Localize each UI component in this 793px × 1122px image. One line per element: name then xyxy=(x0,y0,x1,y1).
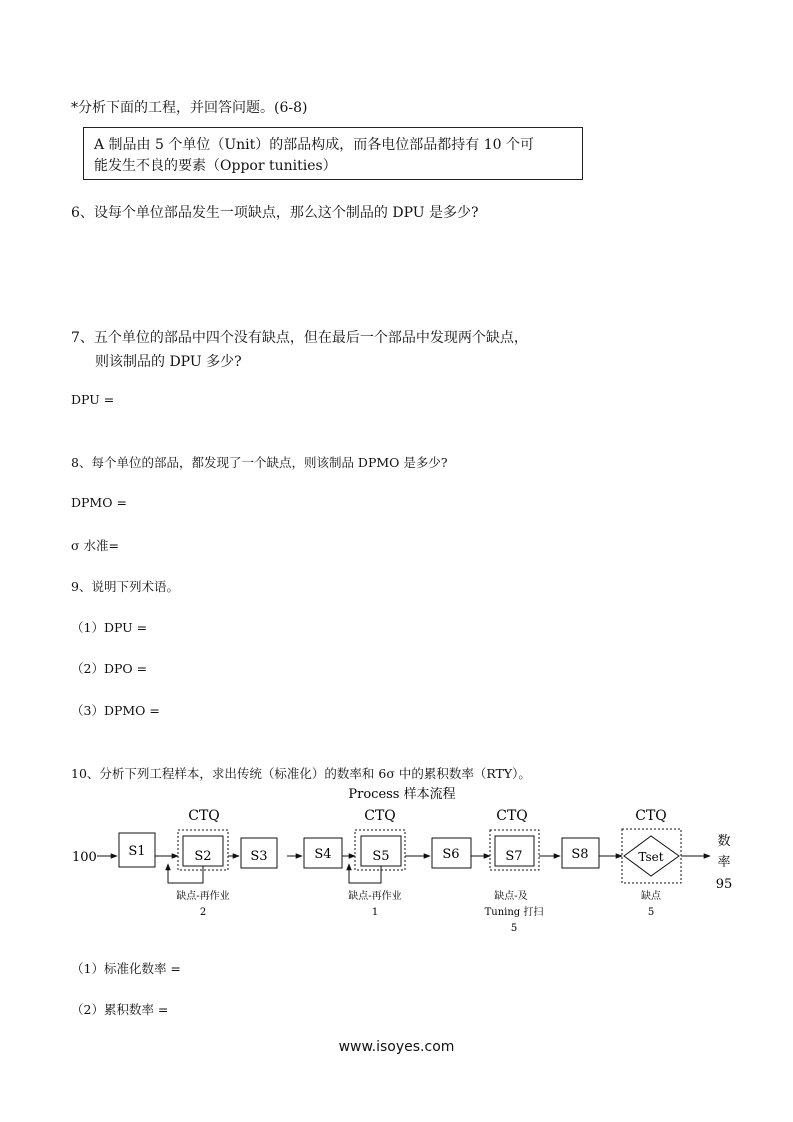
note-s2-text: 缺点-再作业 xyxy=(176,891,230,902)
diagram-title: Process 样本流程 xyxy=(348,787,456,802)
output-label-1: 数 xyxy=(717,834,731,849)
note-s5-value: 1 xyxy=(371,907,379,918)
step-tset: Tset xyxy=(638,850,664,864)
note-s7-text2: Tuning 打扫 xyxy=(484,907,544,918)
note-tset-value: 5 xyxy=(647,907,655,918)
question-8: 8、每个单位的部品，都发现了一个缺点，则该制品 DPMO 是多少? xyxy=(71,455,448,470)
question-6: 6、设每个单位部品发生一项缺点，那么这个制品的 DPU 是多少? xyxy=(71,205,479,221)
step-s6: S6 xyxy=(442,847,460,862)
question-9: 9、说明下列术语。 xyxy=(71,579,179,594)
question-9-item-1: （1）DPU = xyxy=(71,620,148,635)
intro-text: *分析下面的工程，并回答问题。(6-8) xyxy=(71,100,308,116)
output-label-2: 率 xyxy=(717,855,731,870)
step-s1: S1 xyxy=(128,844,146,859)
note-s5-text: 缺点-再作业 xyxy=(348,891,402,902)
footer-url: www.isoyes.com xyxy=(338,1039,455,1055)
ctq-label-2: CTQ xyxy=(364,808,396,824)
question-8-answer-sigma: σ 水准= xyxy=(71,538,119,553)
ctq-label-1: CTQ xyxy=(188,808,220,824)
question-7-line-2: 则该制品的 DPU 多少? xyxy=(95,354,242,370)
question-10: 10、分析下列工程样本，求出传统（标准化）的数率和 6σ 中的累积数率（RTY）。 xyxy=(71,766,531,781)
question-10-item-2: （2）累积数率 = xyxy=(71,1002,169,1017)
note-s7-text: 缺点-及 xyxy=(494,891,528,902)
question-10-item-1: （1）标准化数率 = xyxy=(71,961,181,976)
ctq-label-3: CTQ xyxy=(496,808,528,824)
problem-line-1: A 制品由 5 个单位（Unit）的部品构成，而各电位部品都持有 10 个可 xyxy=(94,137,535,153)
step-s7: S7 xyxy=(505,849,523,864)
ctq-label-4: CTQ xyxy=(635,808,667,824)
step-s5: S5 xyxy=(372,849,390,864)
note-s7-value: 5 xyxy=(510,923,518,934)
problem-line-2: 能发生不良的要素（Oppor tunities） xyxy=(94,158,337,174)
step-s8: S8 xyxy=(571,847,589,862)
question-7-answer: DPU = xyxy=(71,392,115,407)
step-s3: S3 xyxy=(250,849,268,864)
question-8-answer-dpmo: DPMO = xyxy=(71,495,127,510)
question-7-line-1: 7、五个单位的部品中四个没有缺点，但在最后一个部品中发现两个缺点， xyxy=(71,330,528,346)
note-tset-text: 缺点 xyxy=(641,891,661,902)
question-9-item-3: （3）DPMO = xyxy=(71,703,160,718)
note-s2-value: 2 xyxy=(199,907,207,918)
output-value: 95 xyxy=(715,877,733,892)
step-s2: S2 xyxy=(194,849,212,864)
input-value: 100 xyxy=(72,850,97,865)
question-9-item-2: （2）DPO = xyxy=(71,661,148,676)
step-s4: S4 xyxy=(314,847,332,862)
